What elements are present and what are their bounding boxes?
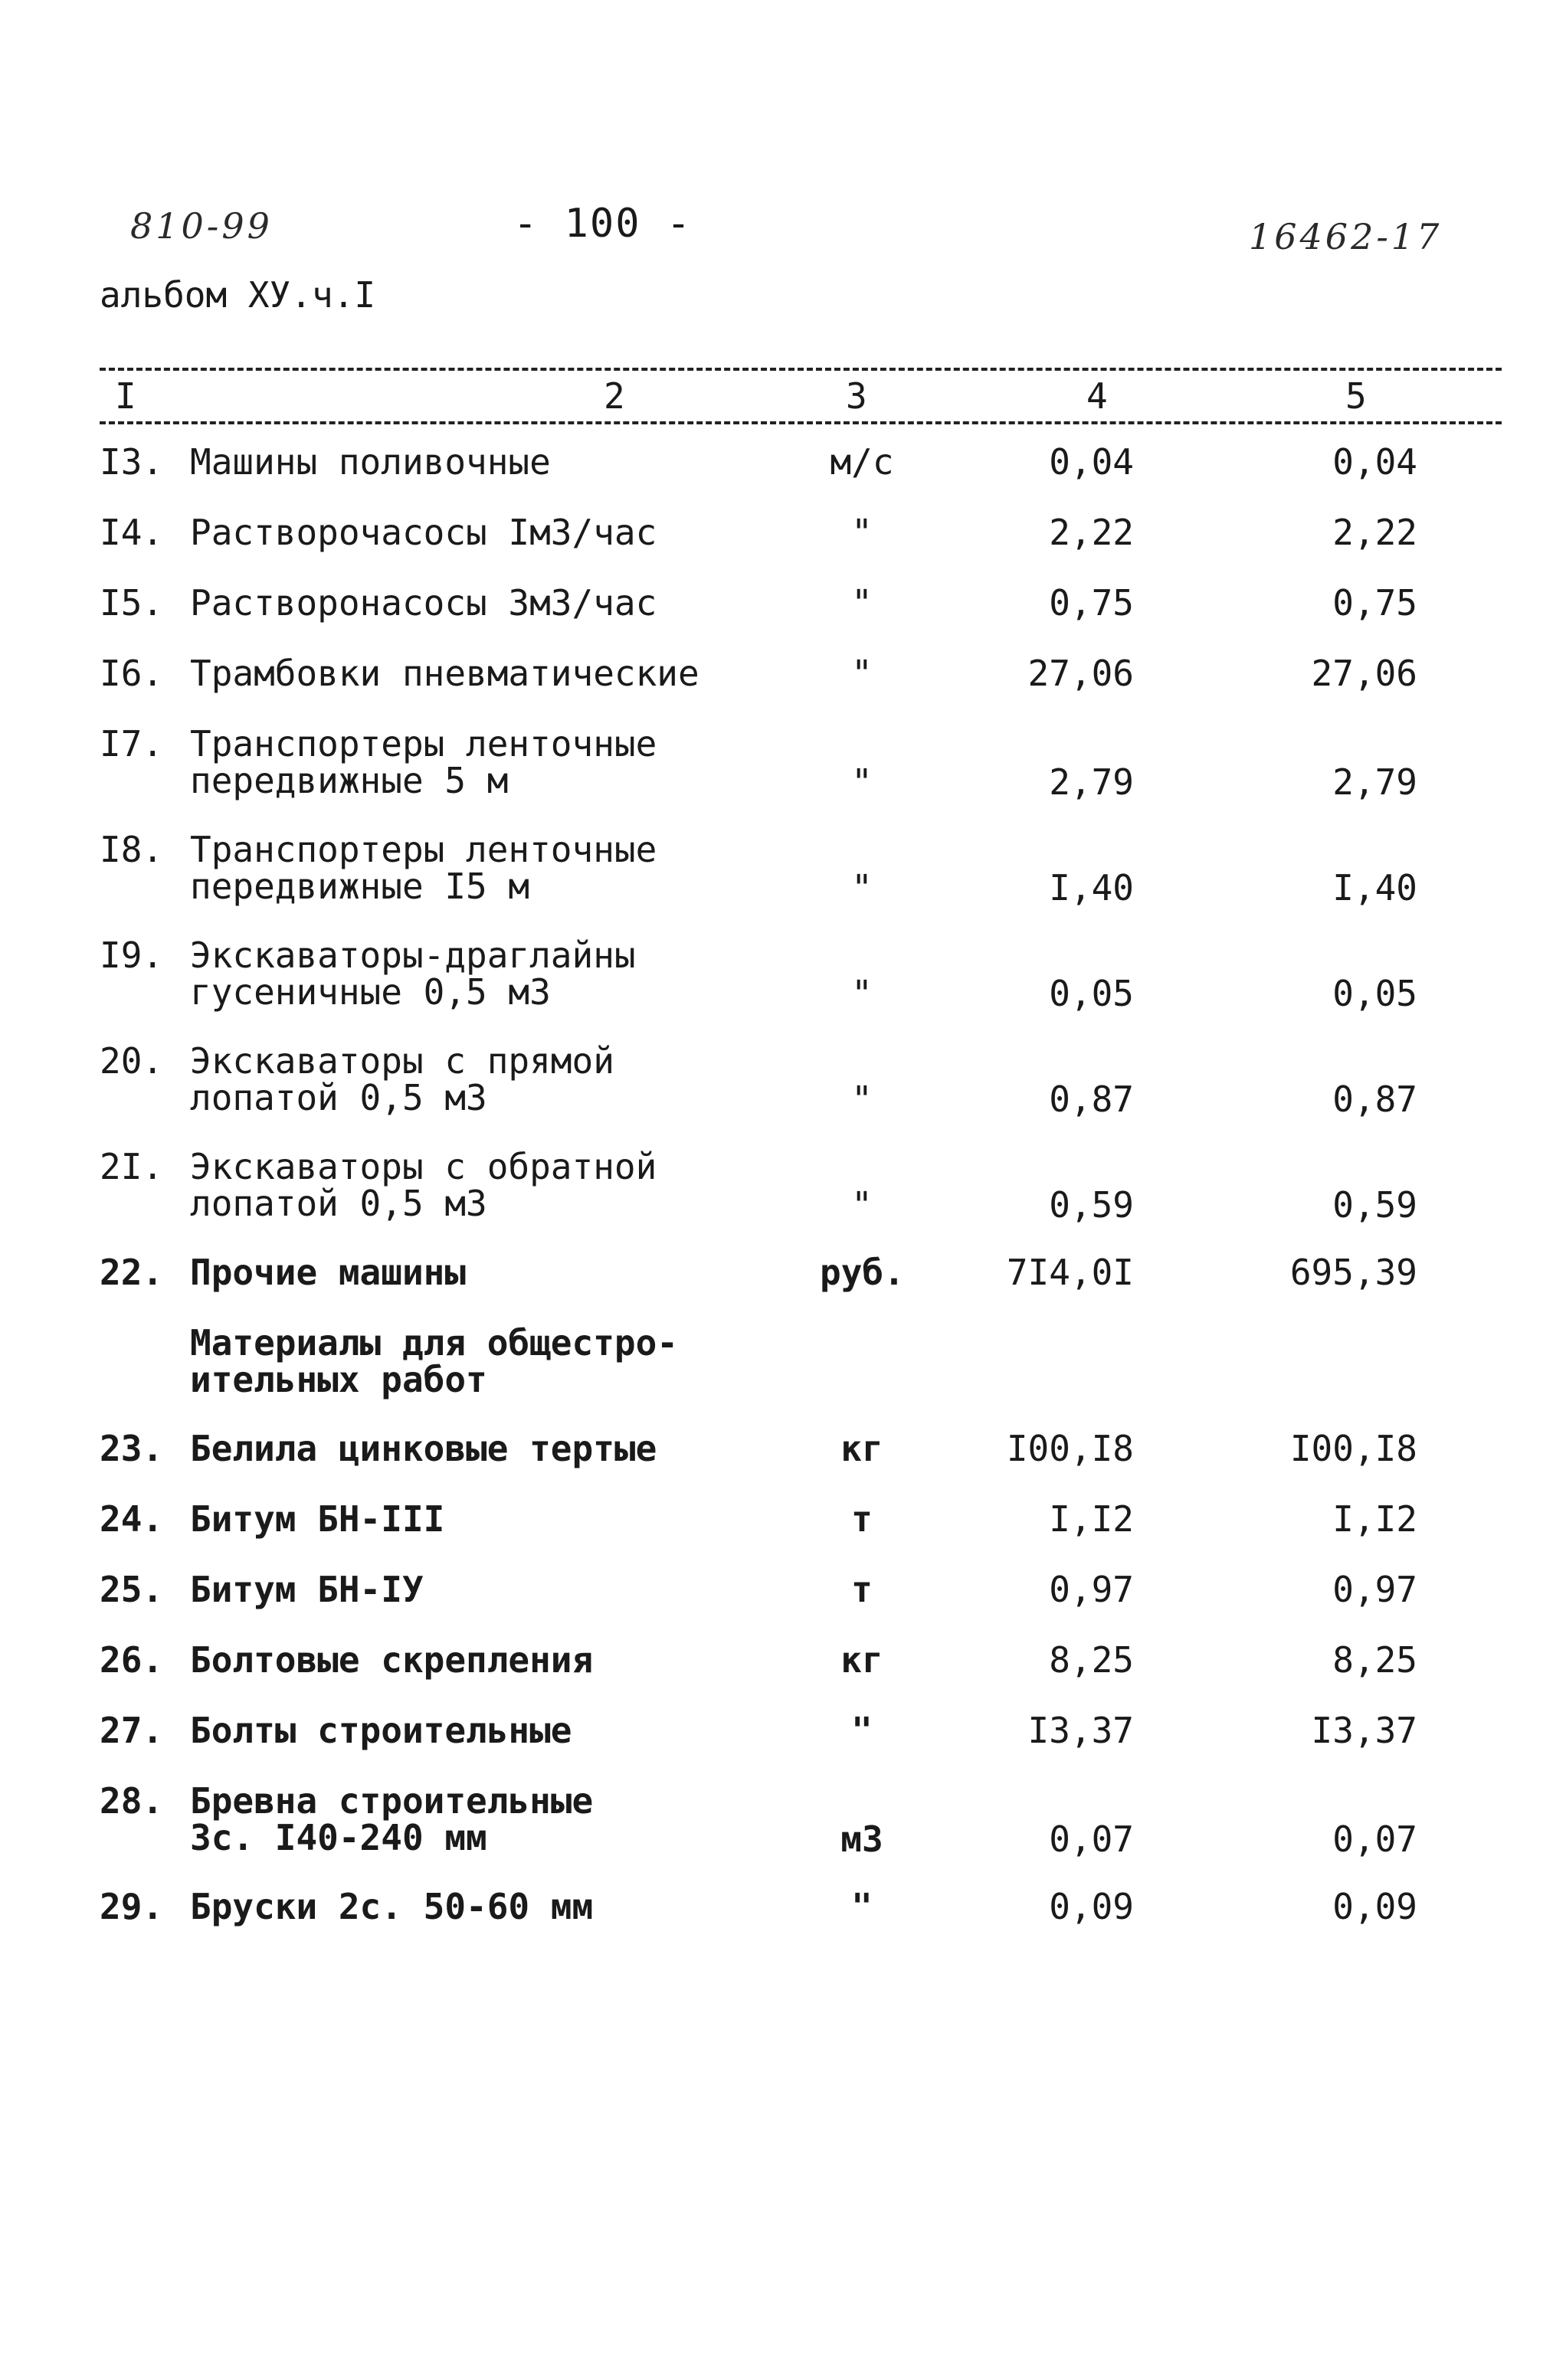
row-value-col4: 0,07 xyxy=(1049,1819,1134,1860)
row-number: I6. xyxy=(100,653,164,694)
row-unit: " xyxy=(851,512,873,553)
row-value-col5: 0,59 xyxy=(1332,1184,1417,1226)
row-number: 24. xyxy=(100,1498,164,1540)
table-row xyxy=(0,512,1566,585)
row-value-col4: I00,I8 xyxy=(1006,1428,1134,1469)
row-value-col4: 0,09 xyxy=(1049,1886,1134,1927)
row-value-col5: 695,39 xyxy=(1289,1252,1417,1293)
row-name-line: Битум БН-III xyxy=(190,1498,445,1540)
table-row xyxy=(0,1639,1566,1713)
row-number: I5. xyxy=(100,582,164,624)
row-value-col4: 0,05 xyxy=(1049,973,1134,1014)
row-value-col5: I3,37 xyxy=(1311,1710,1417,1751)
row-unit: т xyxy=(851,1498,873,1540)
row-value-col4: 0,59 xyxy=(1049,1184,1134,1226)
table-row xyxy=(0,1780,1566,1889)
column-header-4: 4 xyxy=(1086,375,1108,417)
row-number: 25. xyxy=(100,1569,164,1610)
row-value-col4: 0,97 xyxy=(1049,1569,1134,1610)
row-value-col5: 0,97 xyxy=(1332,1569,1417,1610)
table-row xyxy=(0,1569,1566,1642)
row-name-line: 3с. I40-240 мм xyxy=(190,1817,487,1858)
row-name-line: Машины поливочные xyxy=(190,441,551,483)
row-value-col4: 0,75 xyxy=(1049,582,1134,624)
album-title: альбом ХУ.ч.I xyxy=(100,274,376,316)
row-number: 20. xyxy=(100,1040,164,1082)
row-value-col5: 2,79 xyxy=(1332,761,1417,803)
row-name-line: Экскаваторы-драглайны xyxy=(190,935,636,976)
row-unit: " xyxy=(851,761,873,803)
row-unit: т xyxy=(851,1569,873,1610)
table-row xyxy=(0,829,1566,938)
row-unit: " xyxy=(851,1886,873,1927)
table-row xyxy=(0,1040,1566,1149)
row-number: I9. xyxy=(100,935,164,976)
table-row xyxy=(0,723,1566,832)
section-heading-row xyxy=(0,1322,1566,1431)
row-name-line: передвижные 5 м xyxy=(190,760,509,801)
column-header-2: 2 xyxy=(604,375,625,417)
table-row xyxy=(0,582,1566,656)
row-number: I4. xyxy=(100,512,164,553)
row-value-col4: 2,79 xyxy=(1049,761,1134,803)
row-value-col5: 8,25 xyxy=(1332,1639,1417,1681)
row-unit: " xyxy=(851,973,873,1014)
row-value-col5: 2,22 xyxy=(1332,512,1417,553)
table-row xyxy=(0,441,1566,515)
row-unit: м/с xyxy=(830,441,894,483)
row-value-col5: 27,06 xyxy=(1311,653,1417,694)
table-row xyxy=(0,1710,1566,1783)
row-name-line: Экскаваторы с прямой xyxy=(190,1040,614,1082)
row-value-col4: I,40 xyxy=(1049,867,1134,908)
row-value-col5: 0,09 xyxy=(1332,1886,1417,1927)
table-row xyxy=(0,935,1566,1043)
row-value-col4: I,I2 xyxy=(1049,1498,1134,1540)
column-header-3: 3 xyxy=(846,375,867,417)
table-row xyxy=(0,1498,1566,1572)
row-name-line: Растворочасосы Iм3/час xyxy=(190,512,657,553)
table-row xyxy=(0,653,1566,726)
column-header-5: 5 xyxy=(1345,375,1367,417)
row-value-col4: 8,25 xyxy=(1049,1639,1134,1681)
row-unit: кг xyxy=(840,1639,883,1681)
column-header-1: I xyxy=(115,375,136,417)
row-unit: кг xyxy=(840,1428,883,1469)
row-name-line: Битум БН-IУ xyxy=(190,1569,424,1610)
row-name-line: Белила цинковые тертые xyxy=(190,1428,657,1469)
table-row xyxy=(0,1146,1566,1255)
table-row xyxy=(0,1886,1566,1959)
row-name-line: Транспортеры ленточные xyxy=(190,829,657,870)
row-name-line: Материалы для общестро- xyxy=(190,1322,678,1364)
row-value-col4: 0,04 xyxy=(1049,441,1134,483)
row-value-col4: 7I4,0I xyxy=(1006,1252,1134,1293)
row-name-line: Трамбовки пневматические xyxy=(190,653,699,694)
table-top-rule xyxy=(100,368,1502,371)
row-number: I7. xyxy=(100,723,164,764)
row-value-col5: I,40 xyxy=(1332,867,1417,908)
row-unit: " xyxy=(851,653,873,694)
row-name-line: гусеничные 0,5 м3 xyxy=(190,971,551,1013)
row-name-line: лопатой 0,5 м3 xyxy=(190,1183,487,1224)
row-value-col4: 2,22 xyxy=(1049,512,1134,553)
row-unit: руб. xyxy=(820,1252,905,1293)
row-unit: " xyxy=(851,1079,873,1120)
row-value-col5: 0,04 xyxy=(1332,441,1417,483)
row-name-line: Бруски 2с. 50-60 мм xyxy=(190,1886,594,1927)
row-name-line: Растворонасосы 3м3/час xyxy=(190,582,657,624)
row-name-line: передвижные I5 м xyxy=(190,866,530,907)
row-name-line: Болты строительные xyxy=(190,1710,572,1751)
row-value-col5: 0,87 xyxy=(1332,1079,1417,1120)
table-row xyxy=(0,1428,1566,1501)
row-value-col4: 0,87 xyxy=(1049,1079,1134,1120)
table-row xyxy=(0,1252,1566,1325)
row-name-line: Экскаваторы с обратной xyxy=(190,1146,657,1187)
row-value-col5: 0,05 xyxy=(1332,973,1417,1014)
row-name-line: Транспортеры ленточные xyxy=(190,723,657,764)
row-value-col5: I,I2 xyxy=(1332,1498,1417,1540)
table-header-rule xyxy=(100,421,1502,424)
row-value-col5: I00,I8 xyxy=(1289,1428,1417,1469)
row-number: 23. xyxy=(100,1428,164,1469)
row-value-col4: 27,06 xyxy=(1027,653,1134,694)
row-number: 2I. xyxy=(100,1146,164,1187)
row-number: I3. xyxy=(100,441,164,483)
row-unit: " xyxy=(851,582,873,624)
row-unit: " xyxy=(851,1710,873,1751)
row-name-line: лопатой 0,5 м3 xyxy=(190,1077,487,1118)
row-number: 29. xyxy=(100,1886,164,1927)
row-unit: м3 xyxy=(840,1819,883,1860)
row-number: 22. xyxy=(100,1252,164,1293)
row-unit: " xyxy=(851,1184,873,1226)
row-name-line: Бревна строительные xyxy=(190,1780,594,1822)
row-value-col4: I3,37 xyxy=(1027,1710,1134,1751)
row-number: 28. xyxy=(100,1780,164,1822)
handwritten-doc-code-right: 16462-17 xyxy=(1249,216,1443,257)
handwritten-doc-code-left: 810-99 xyxy=(130,205,273,247)
row-number: 27. xyxy=(100,1710,164,1751)
row-value-col5: 0,75 xyxy=(1332,582,1417,624)
row-unit: " xyxy=(851,867,873,908)
row-number: 26. xyxy=(100,1639,164,1681)
row-name-line: ительных работ xyxy=(190,1359,487,1400)
row-name-line: Болтовые скрепления xyxy=(190,1639,594,1681)
row-number: I8. xyxy=(100,829,164,870)
page-number: - 100 - xyxy=(513,201,693,247)
row-value-col5: 0,07 xyxy=(1332,1819,1417,1860)
row-name-line: Прочие машины xyxy=(190,1252,467,1293)
